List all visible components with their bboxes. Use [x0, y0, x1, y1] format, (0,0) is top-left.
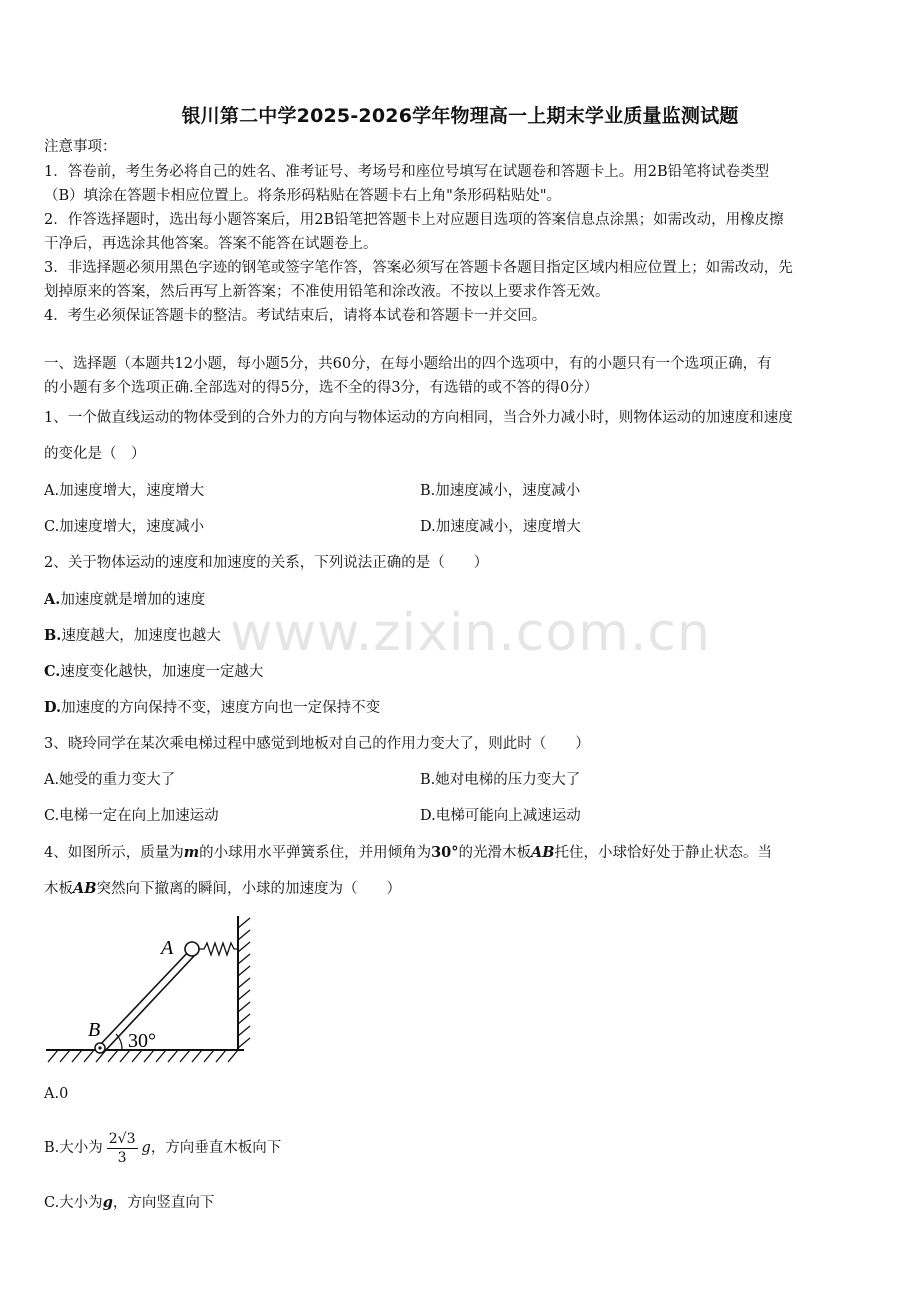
option-letter: C.: [44, 663, 61, 680]
option-text: 速度越大，加速度也越大: [61, 628, 221, 644]
section-heading: 一、选择题（本题共12小题，每小题5分，共60分，在每小题给出的四个选项中，有的小题只有一个选项正确，有: [44, 356, 772, 372]
option-text: ，方向垂直木板向下: [150, 1140, 282, 1156]
q1-option-c: C.加速度增大，速度减小: [44, 519, 205, 535]
label-b: B: [88, 1019, 101, 1041]
q4-option-a: A.0: [44, 1086, 69, 1102]
stem-text: 的小球用水平弹簧系住，并用倾角为: [199, 845, 432, 861]
stem-text: 托住，小球恰好处于静止状态。当: [554, 845, 773, 861]
ball-icon: [185, 942, 199, 956]
q2-option-c: [44, 662, 263, 682]
q1-option-a: A.加速度增大，速度增大: [44, 483, 205, 499]
notice-line: 干净后，再选涂其他答案。答案不能答在试题卷上。: [44, 236, 378, 252]
q3-option-c: C.电梯一定在向上加速运动: [44, 808, 219, 824]
notice-heading: 注意事项：: [44, 139, 117, 155]
stem-text: 的光滑木板: [458, 845, 532, 861]
option-text: B.大小为: [44, 1140, 103, 1156]
question-1-stem: 的变化是（ ）: [44, 446, 146, 462]
question-2-stem: 2、关于物体运动的速度和加速度的关系，下列说法正确的是（ ）: [44, 555, 489, 571]
q2-option-a: [44, 590, 205, 610]
q4-option-b: [44, 1128, 281, 1168]
notice-line: 4．考生必须保证答题卡的整洁。考试结束后，请将本试卷和答题卡一并交回。: [44, 308, 547, 324]
q1-option-b: B.加速度减小，速度减小: [420, 483, 581, 499]
board-label: AB: [531, 844, 555, 861]
notice-line: 1．答卷前，考生务必将自己的姓名、准考证号、考场号和座位号填写在试题卷和答题卡上。用2B铅笔将试卷类型: [44, 164, 770, 180]
notice-line: 3．非选择题必须用黑色字迹的钢笔或签字笔作答，答案必须写在答题卡各题目指定区域内相应位置上；如需改动，先: [44, 260, 793, 276]
mass-symbol: m: [183, 844, 200, 861]
question-4-stem: [44, 879, 401, 899]
stem-text: 4、如图所示，质量为: [44, 845, 184, 861]
stem-text: 突然向下撤离的瞬间，小球的加速度为（ ）: [96, 881, 402, 897]
q4-option-c: [44, 1193, 214, 1213]
q3-option-d: D.电梯可能向上减速运动: [420, 808, 581, 824]
gravity-symbol: g: [102, 1194, 113, 1211]
option-text: 加速度就是增加的速度: [60, 592, 206, 608]
option-text: ，方向竖直向下: [112, 1195, 215, 1211]
q3-option-b: B.她对电梯的压力变大了: [420, 772, 581, 788]
q3-option-a: A.她受的重力变大了: [44, 772, 176, 788]
option-text: 速度变化越快，加速度一定越大: [60, 664, 264, 680]
question-3-stem: 3、晓玲同学在某次乘电梯过程中感觉到地板对自己的作用力变大了，则此时（ ）: [44, 736, 590, 752]
notice-line: 2．作答选择题时，选出每小题答案后，用2B铅笔把答题卡上对应题目选项的答案信息点涂黑；如需改动，用橡皮擦: [44, 212, 784, 228]
option-text: 加速度的方向保持不变，速度方向也一定保持不变: [61, 700, 381, 716]
option-text: C.大小为: [44, 1195, 103, 1211]
option-letter: D.: [44, 699, 62, 716]
notice-line: （B）填涂在答题卡相应位置上。将条形码粘贴在答题卡右上角"条形码粘贴处"。: [44, 188, 561, 204]
q2-option-b: [44, 626, 221, 646]
watermark: www.zixin.com.cn: [230, 603, 711, 663]
incline-spring-figure: [44, 912, 264, 1072]
fraction: [107, 1130, 138, 1167]
label-a: A: [161, 937, 174, 959]
board-label: AB: [73, 880, 97, 897]
angle-label: 30°: [128, 1030, 156, 1052]
option-letter: B.: [44, 627, 62, 644]
angle-value: 30°: [431, 844, 459, 861]
fraction-numerator: 2√3: [108, 1130, 136, 1147]
page-title: 银川第二中学2025-2026学年物理高一上期末学业质量监测试题: [181, 105, 739, 127]
wall-hatching: [238, 918, 250, 1048]
section-heading: 的小题有多个选项正确.全部选对的得5分，选不全的得3分，有选错的或不答的得0分）: [44, 380, 599, 396]
fraction-denominator: 3: [117, 1149, 127, 1166]
q2-option-d: [44, 698, 380, 718]
gravity-symbol: g: [141, 1140, 151, 1156]
q1-option-d: D.加速度减小，速度增大: [420, 519, 581, 535]
spring-icon: [199, 943, 238, 955]
notice-line: 划掉原来的答案，然后再写上新答案；不准使用铅笔和涂改液。不按以上要求作答无效。: [44, 284, 610, 300]
question-1-stem: 1、一个做直线运动的物体受到的合外力的方向与物体运动的方向相同，当合外力减小时，则物体运动的加速度和速度: [44, 410, 793, 426]
stem-text: 木板: [44, 881, 73, 897]
question-4-stem: [44, 843, 772, 863]
option-letter: A.: [44, 591, 61, 608]
